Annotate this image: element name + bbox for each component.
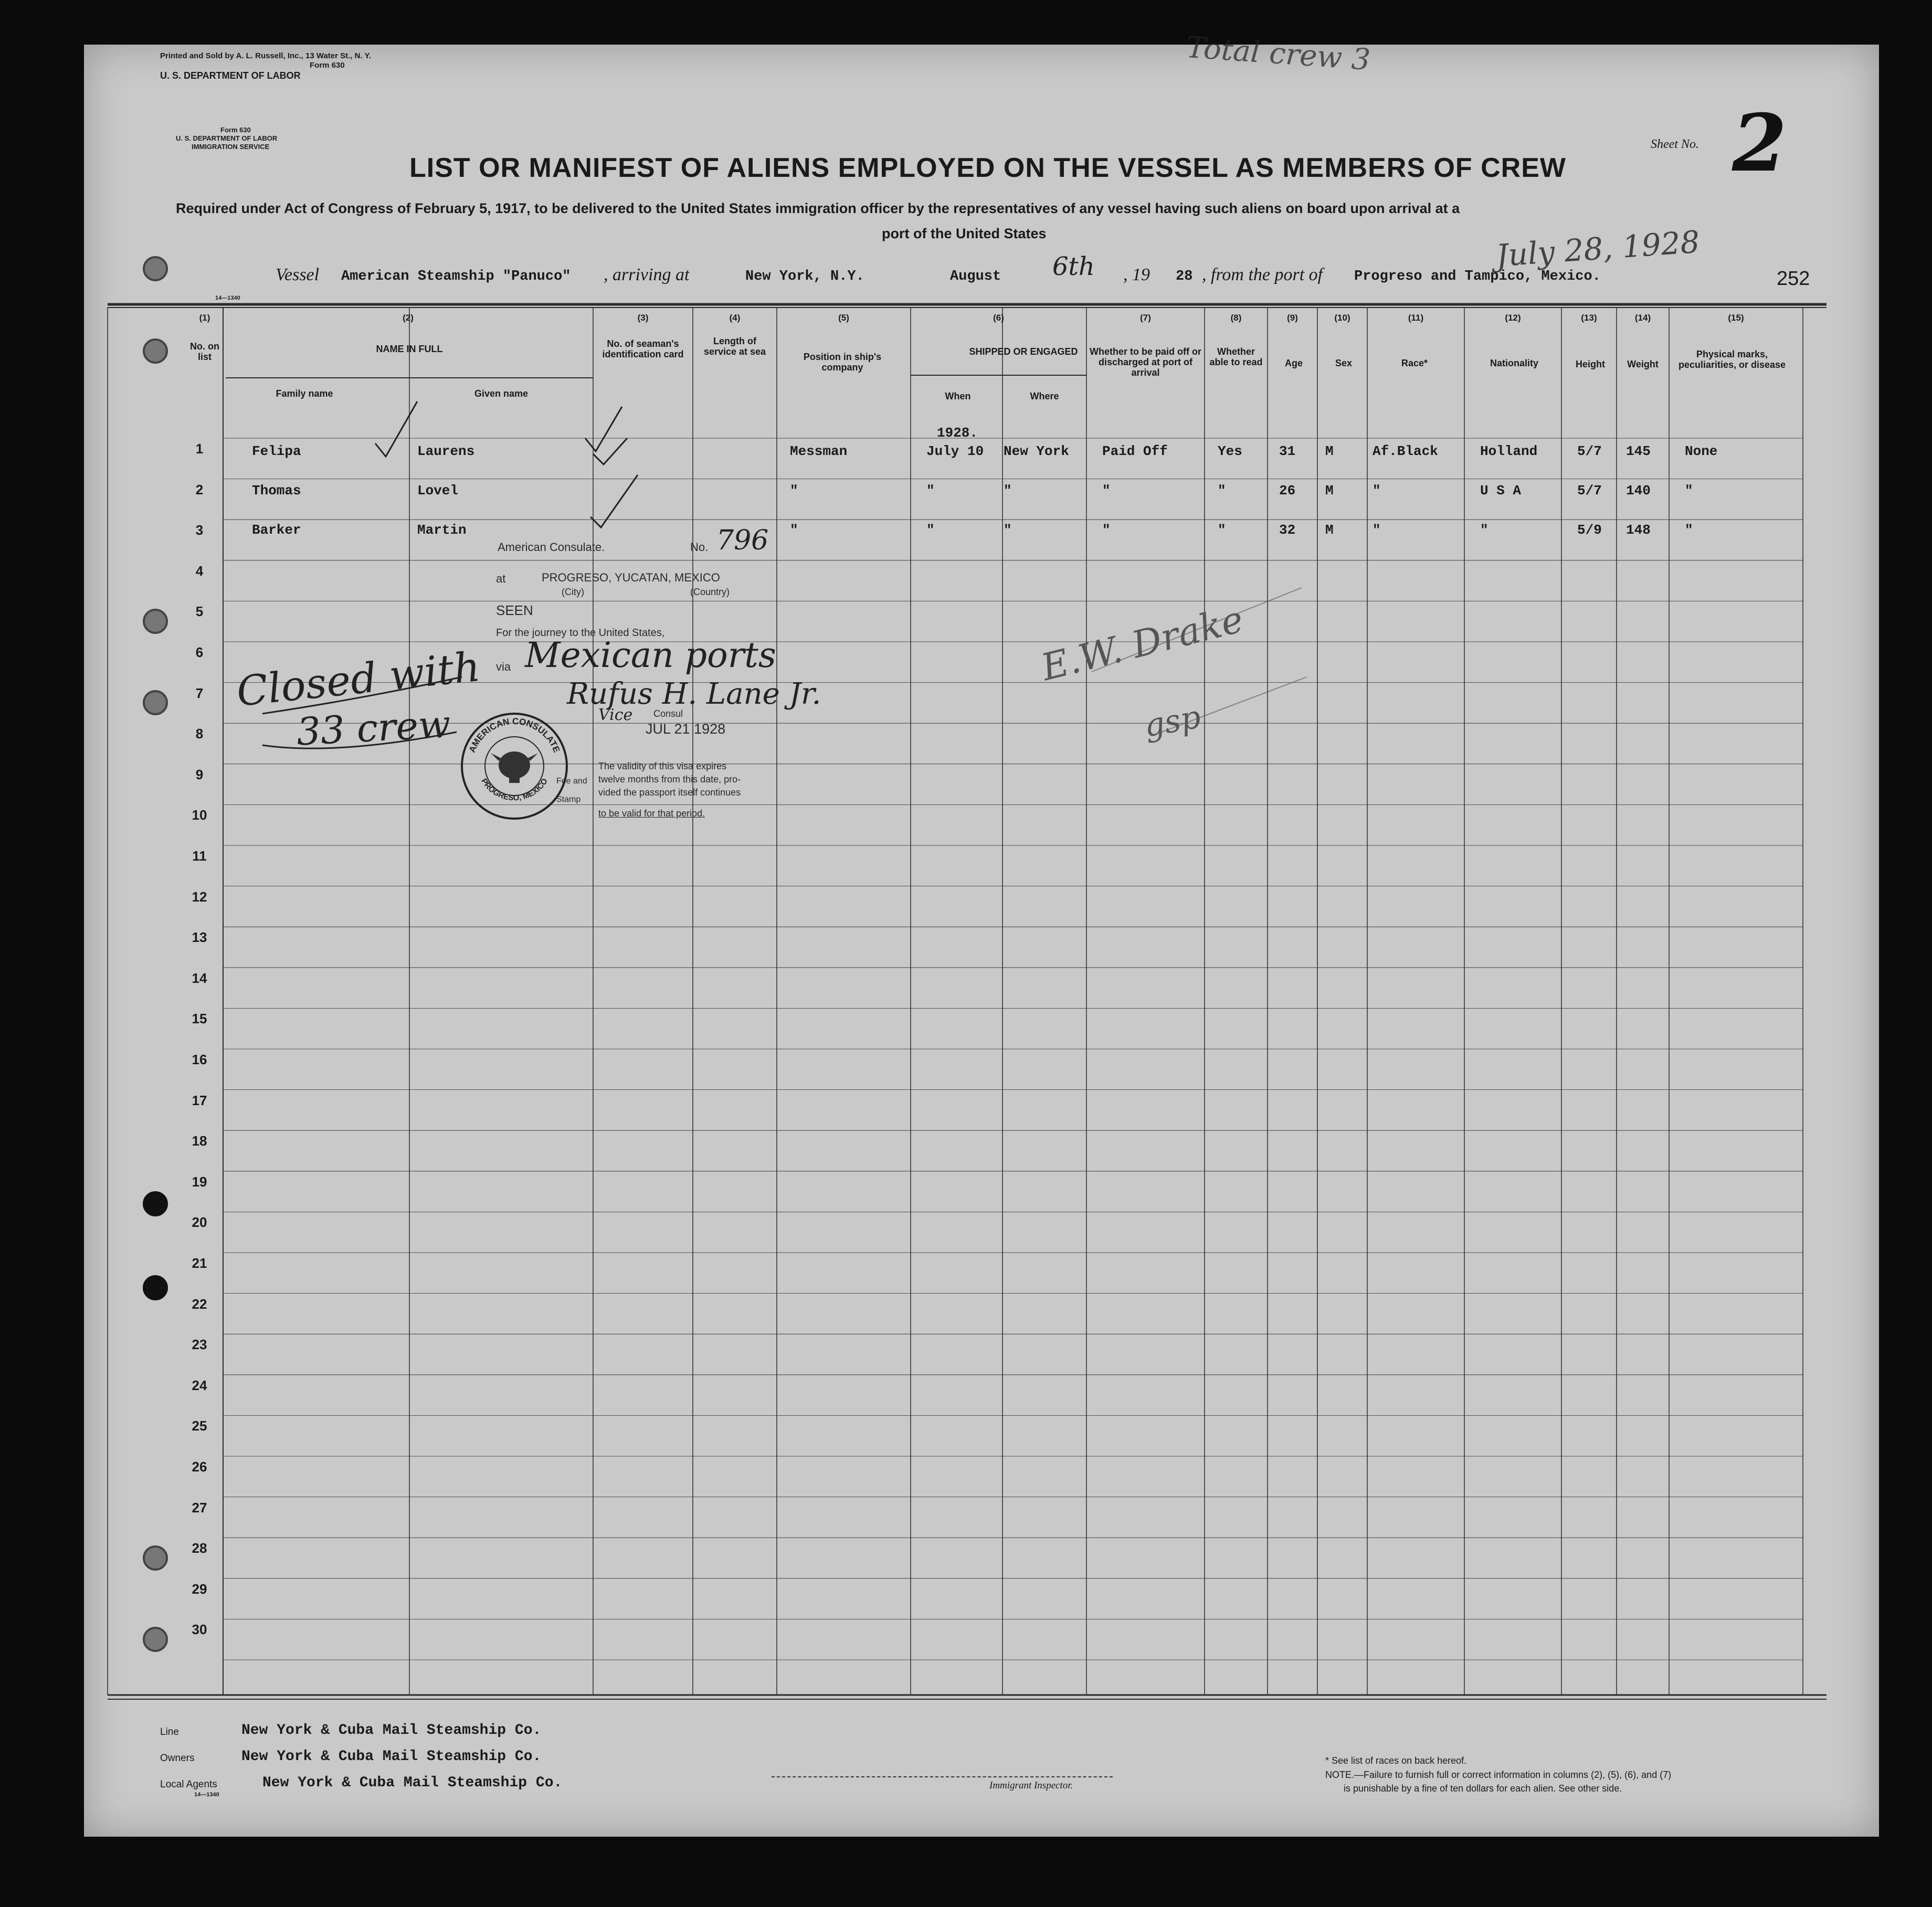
column-number: (15) — [1728, 313, 1744, 323]
row-number: 3 — [195, 522, 204, 538]
crew-sex: M — [1325, 443, 1334, 459]
printer-line: Printed and Sold by A. L. Russell, Inc., 13 Water St., N. Y. — [160, 51, 372, 60]
crew-read: " — [1218, 522, 1226, 538]
footer-line-label: Line — [160, 1726, 179, 1738]
footer-agents-value: New York & Cuba Mail Steamship Co. — [262, 1775, 563, 1791]
vessel-label: Vessel — [276, 265, 320, 284]
row-number: 6 — [195, 644, 204, 660]
footer-note-2: NOTE.—Failure to furnish full or correct information in columns (2), (5), (6), and (7) — [1325, 1770, 1672, 1780]
crew-when: " — [926, 522, 935, 538]
col-header-weight: Weight — [1627, 359, 1659, 369]
row-number: 25 — [192, 1418, 207, 1434]
from-port: Progreso and Tampico, Mexico. — [1354, 269, 1601, 284]
column-number: (10) — [1334, 313, 1350, 323]
subtitle-line-1: Required under Act of Congress of February 5, 1917, to be delivered to the United States immigration officer by the representatives of any vessel having such aliens on board upon arrival at a — [176, 200, 1460, 216]
crew-given: Lovel — [417, 483, 459, 499]
crew-paid: " — [1102, 522, 1111, 538]
row-number: 23 — [192, 1337, 207, 1353]
stamp-validity-4: to be valid for that period. — [598, 808, 705, 819]
row-number: 13 — [192, 929, 207, 946]
crew-race: Af.Black — [1373, 443, 1438, 459]
crew-weight: 145 — [1626, 443, 1651, 459]
column-number: (4) — [729, 313, 741, 323]
shipped-year-note: 1928. — [937, 425, 978, 441]
stamp-country: (Country) — [690, 587, 730, 597]
crew-sex: M — [1325, 483, 1334, 499]
crew-position: " — [790, 522, 798, 538]
crew-family: Thomas — [252, 483, 301, 499]
stamp-no-label: No. — [690, 541, 709, 554]
crew-race: " — [1373, 522, 1381, 538]
col-header-sex: Sex — [1335, 358, 1353, 368]
total-crew-note: Total crew 3 — [1185, 30, 1371, 78]
column-number: (12) — [1505, 313, 1521, 323]
row-number: 26 — [192, 1459, 207, 1475]
stamp-date: JUL 21 1928 — [646, 721, 726, 737]
arrival-year: 28 — [1176, 269, 1193, 284]
vessel-name: American Steamship "Panuco" — [341, 269, 571, 284]
stamp-journey: For the journey to the United States, — [496, 627, 665, 639]
row-number: 27 — [192, 1499, 207, 1516]
col-header-family: Family name — [276, 388, 333, 399]
row-number: 9 — [195, 766, 204, 782]
col-header-no: No. on list — [190, 341, 219, 362]
footer-agents-label: Local Agents — [160, 1779, 217, 1790]
row-number: 10 — [192, 807, 207, 823]
crew-marks: " — [1685, 483, 1693, 499]
seal-top-text: AMERICAN CONSULATE — [467, 716, 562, 754]
col-header-physical: Physical marks, peculiarities, or disease — [1678, 349, 1786, 370]
crew-given: Laurens — [417, 443, 475, 459]
row-number: 29 — [192, 1581, 207, 1597]
form-label-left: Form 630 — [220, 126, 251, 134]
stamp-vice: Vice — [598, 706, 633, 724]
crew-paid: Paid Off — [1102, 443, 1168, 459]
crew-when: July 10 — [926, 443, 984, 459]
year-prefix: , 19 — [1123, 265, 1150, 284]
stamp-city: (City) — [562, 587, 584, 597]
crew-race: " — [1373, 483, 1381, 499]
crew-given: Martin — [417, 522, 467, 538]
subtitle-line-2: port of the United States — [882, 226, 1047, 241]
row-number: 11 — [192, 848, 207, 864]
col-header-position: Position in ship's company — [803, 352, 882, 373]
stamp-via-value: Mexican ports — [525, 635, 776, 675]
footer-owners-value: New York & Cuba Mail Steamship Co. — [241, 1749, 542, 1765]
side-form-number: 14—1340 — [215, 295, 240, 301]
stamp-fee-2: Stamp — [556, 795, 581, 804]
column-number: (2) — [403, 313, 414, 323]
col-header-age: Age — [1284, 358, 1303, 368]
crew-position: " — [790, 483, 798, 499]
row-number: 28 — [192, 1540, 207, 1556]
footer-line-value: New York & Cuba Mail Steamship Co. — [241, 1722, 542, 1739]
col-header-read: Whether able to read — [1209, 346, 1263, 367]
col-header-id-card: No. of seaman's identification card — [602, 338, 684, 359]
row-number: 5 — [195, 603, 204, 620]
row-number: 15 — [192, 1011, 207, 1027]
row-number: 18 — [192, 1133, 207, 1149]
crew-marks: " — [1685, 522, 1693, 538]
crew-sex: M — [1325, 522, 1334, 538]
stamp-validity-1: The validity of this visa expires — [598, 761, 727, 771]
crew-where: New York — [1004, 443, 1069, 459]
crew-age: 26 — [1279, 483, 1296, 499]
column-number: (13) — [1581, 313, 1597, 323]
column-number: (5) — [838, 313, 849, 323]
page-number: 252 — [1777, 268, 1810, 290]
crew-age: 32 — [1279, 522, 1296, 538]
crew-when: " — [926, 483, 935, 499]
col-header-given: Given name — [474, 388, 529, 399]
arrival-month: August — [950, 269, 1001, 284]
stamp-validity-2: twelve months from this date, pro- — [598, 774, 741, 785]
inspector-signature-line — [772, 1776, 1113, 1777]
crew-read: Yes — [1218, 443, 1242, 459]
col-header-when: When — [945, 391, 971, 401]
column-number: (9) — [1287, 313, 1298, 323]
crew-height: 5/7 — [1577, 483, 1602, 499]
row-number: 20 — [192, 1214, 207, 1231]
closed-note-line-1: Closed with — [234, 643, 483, 716]
column-number: (8) — [1230, 313, 1242, 323]
crew-where: " — [1004, 483, 1012, 499]
crew-paid: " — [1102, 483, 1111, 499]
crew-position: Messman — [790, 443, 848, 459]
from-port-label: , from the port of — [1202, 265, 1323, 284]
footer-note-1: * See list of races on back hereof. — [1325, 1755, 1467, 1766]
stamp-no-value: 796 — [716, 525, 769, 556]
column-number: (11) — [1408, 313, 1424, 323]
crew-nationality: Holland — [1480, 443, 1538, 459]
stamp-seen: SEEN — [496, 602, 533, 618]
row-number: 8 — [195, 726, 204, 742]
stamp-place: PROGRESO, YUCATAN, MEXICO — [542, 571, 720, 584]
crew-nationality: " — [1480, 522, 1488, 538]
row-number: 24 — [192, 1377, 207, 1393]
row-number: 12 — [192, 888, 207, 905]
department-top: U. S. DEPARTMENT OF LABOR — [160, 70, 301, 81]
col-header-name: NAME IN FULL — [376, 344, 443, 354]
crew-nationality: U S A — [1480, 483, 1522, 499]
col-header-service: Length of service at sea — [703, 336, 766, 357]
row-number: 19 — [192, 1173, 207, 1190]
column-number: (3) — [637, 313, 649, 323]
stamp-consulate: American Consulate. — [498, 541, 605, 554]
col-header-nationality: Nationality — [1490, 358, 1538, 368]
consul-signature: Rufus H. Lane Jr. — [567, 677, 821, 711]
footer-inspector-label: Immigrant Inspector. — [989, 1780, 1073, 1791]
crew-read: " — [1218, 483, 1226, 499]
footer-owners-label: Owners — [160, 1753, 195, 1764]
page-title: LIST OR MANIFEST OF ALIENS EMPLOYED ON THE VESSEL AS MEMBERS OF CREW — [409, 153, 1566, 183]
row-number: 1 — [195, 441, 204, 457]
arriving-label: , arriving at — [604, 265, 690, 284]
closed-note-line-2: 33 crew — [295, 702, 452, 754]
row-number: 16 — [192, 1052, 207, 1067]
sheet-label: Sheet No. — [1651, 137, 1699, 151]
footer-note-3: is punishable by a fine of ten dollars for each alien. See other side. — [1344, 1783, 1622, 1794]
crew-height: 5/7 — [1577, 443, 1602, 459]
row-number: 30 — [192, 1622, 207, 1638]
crew-weight: 148 — [1626, 522, 1651, 538]
row-number: 2 — [195, 481, 204, 497]
col-header-race: Race* — [1401, 358, 1428, 368]
stamp-via-label: via — [496, 660, 511, 673]
row-number: 17 — [192, 1092, 207, 1108]
column-number: (6) — [993, 313, 1004, 323]
sheet-number: 2 — [1732, 97, 1787, 189]
form-number-top: Form 630 — [310, 61, 345, 70]
handwritten-date: July 28, 1928 — [1495, 224, 1701, 274]
column-number: (1) — [199, 313, 210, 323]
stamp-validity-3: vided the passport itself continues — [598, 787, 741, 798]
row-number: 4 — [195, 563, 204, 579]
stamp-at-label: at — [496, 572, 506, 585]
column-number: (14) — [1634, 313, 1651, 323]
row-number: 21 — [192, 1255, 207, 1271]
crew-age: 31 — [1279, 443, 1296, 459]
col-header-where: Where — [1030, 391, 1059, 401]
arriving-port: New York, N.Y. — [745, 269, 864, 284]
col-header-shipped: SHIPPED OR ENGAGED — [969, 346, 1078, 357]
stamp-consul: Consul — [653, 708, 683, 719]
crew-family: Felipa — [252, 443, 301, 459]
inspector-initials: gsp — [1141, 698, 1203, 745]
crew-weight: 140 — [1626, 483, 1651, 499]
crew-marks: None — [1685, 443, 1718, 459]
col-header-height: Height — [1576, 359, 1605, 369]
inspector-signature: E.W. Drake — [1037, 597, 1248, 690]
crew-where: " — [1004, 522, 1012, 538]
crew-family: Barker — [252, 522, 301, 538]
form-service-left: IMMIGRATION SERVICE — [192, 143, 270, 151]
arrival-day: 6th — [1052, 252, 1095, 281]
row-number: 7 — [195, 685, 204, 701]
col-header-paid: Whether to be paid off or discharged at port of arrival — [1090, 346, 1201, 378]
row-number: 14 — [192, 970, 207, 986]
stamp-fee: Fee and — [556, 777, 587, 786]
row-number: 22 — [192, 1296, 207, 1312]
crew-height: 5/9 — [1577, 522, 1602, 538]
footer-form-code: 14—1340 — [194, 1792, 219, 1798]
column-number: (7) — [1140, 313, 1151, 323]
form-dept-left: U. S. DEPARTMENT OF LABOR — [176, 134, 278, 142]
seal-bottom-text: PROGRESO, MEXICO — [479, 777, 550, 803]
